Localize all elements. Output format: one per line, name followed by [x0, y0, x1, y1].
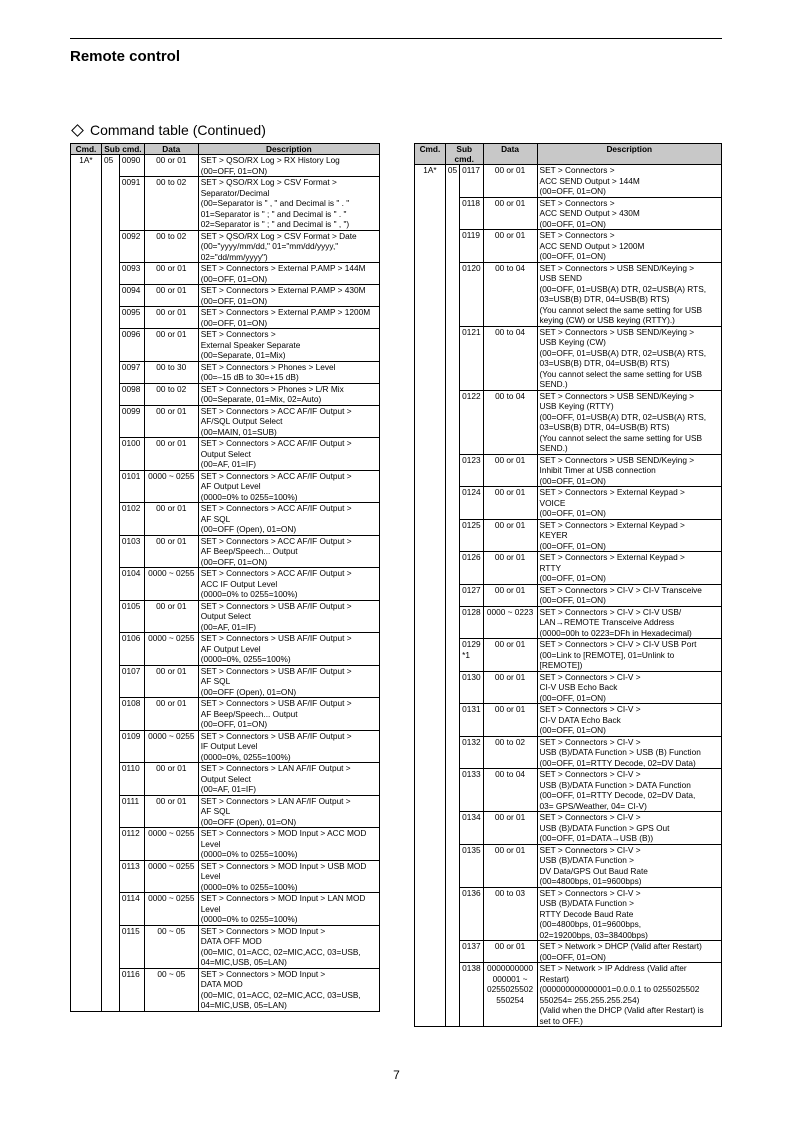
description-cell: SET > Connectors > ACC SEND Output > 144M (00=OFF, 01=ON) — [537, 165, 721, 198]
header-data: Data — [483, 144, 537, 165]
sub-cmd-cell: 05 — [101, 155, 119, 1012]
section-title — [70, 122, 266, 138]
description-cell: SET > Connectors > USB SEND/Keying > USB Keying (CW) (00=OFF, 01=USB(A) DTR, 02=USB(A) RTS, 03=USB(B) DTR, 04=USB(B) RTS) (You cannot select the same setting for USB SEND.) — [537, 326, 721, 390]
data-cell: 00 ~ 05 — [144, 968, 198, 1011]
subcode-cell: 0105 — [119, 600, 144, 633]
table-header-row — [71, 144, 380, 155]
data-cell: 0000 ~ 0223 — [483, 606, 537, 639]
description-cell: SET > Connectors > CI-V > USB (B)/DATA Function > DV Data/GPS Out Baud Rate (00=4800bps, 01=9600bps) — [537, 844, 721, 887]
table-header-row — [415, 144, 722, 165]
subcode-cell: 0090 — [119, 155, 144, 177]
data-cell: 0000 ~ 0255 — [144, 730, 198, 763]
subcode-cell: 0122 — [460, 390, 483, 454]
table-row — [415, 326, 722, 390]
data-cell: 00 to 03 — [483, 887, 537, 941]
subcode-cell: 0131 — [460, 704, 483, 737]
subcode-cell: 0098 — [119, 383, 144, 405]
description-cell: SET > Connectors > CI-V > USB (B)/DATA Function > DATA Function (00=OFF, 01=RTTY Decode, 02=DV Data, 03= GPS/Weather, 04= CI-V) — [537, 769, 721, 812]
description-cell: SET > Connectors > MOD Input > LAN MOD Level (0000=0% to 0255=100%) — [198, 893, 379, 926]
header-cmd: Cmd. — [71, 144, 102, 155]
subcode-cell: 0106 — [119, 633, 144, 666]
subcode-cell: 0111 — [119, 795, 144, 828]
data-cell: 00 or 01 — [483, 704, 537, 737]
table-row — [415, 606, 722, 639]
description-cell: SET > Connectors > USB AF/IF Output > IF Output Level (0000=0%, 0255=100%) — [198, 730, 379, 763]
description-cell: SET > Connectors > ACC SEND Output > 1200M (00=OFF, 01=ON) — [537, 230, 721, 263]
command-table-right — [414, 143, 722, 1027]
page-number: 7 — [393, 1068, 400, 1082]
subcode-cell: 0116 — [119, 968, 144, 1011]
subcode-cell: 0107 — [119, 665, 144, 698]
data-cell: 00 or 01 — [144, 535, 198, 568]
data-cell: 00 to 04 — [483, 769, 537, 812]
data-cell: 00 or 01 — [483, 519, 537, 552]
header-description: Description — [537, 144, 721, 165]
description-cell: SET > Connectors > External P.AMP > 430M (00=OFF, 01=ON) — [198, 285, 379, 307]
cmd-cell: 1A* — [415, 165, 446, 1027]
page-title: Remote control — [70, 48, 181, 65]
data-cell: 00 or 01 — [483, 230, 537, 263]
data-cell: 00 to 30 — [144, 361, 198, 383]
subcode-cell: 0100 — [119, 438, 144, 471]
subcode-cell: 0117 — [460, 165, 483, 198]
header-cmd: Cmd. — [415, 144, 446, 165]
data-cell: 0000 ~ 0255 — [144, 860, 198, 893]
description-cell: SET > Connectors > ACC AF/IF Output > AF Output Level (0000=0% to 0255=100%) — [198, 470, 379, 503]
table-row — [415, 390, 722, 454]
description-cell: SET > Connectors > USB SEND/Keying > Inhibit Timer at USB connection (00=OFF, 01=ON) — [537, 454, 721, 487]
data-cell: 00 or 01 — [144, 600, 198, 633]
table-row — [415, 812, 722, 845]
data-cell: 00 or 01 — [483, 812, 537, 845]
data-cell: 00 or 01 — [483, 454, 537, 487]
section-title-text: Command table (Continued) — [90, 122, 266, 138]
data-cell: 00 or 01 — [483, 487, 537, 520]
description-cell: SET > Connectors > CI-V > CI-V USB/ LAN→REMOTE Transceive Address (0000=00h to 0223=DFh in Hexadecimal) — [537, 606, 721, 639]
table-row — [415, 736, 722, 769]
data-cell: 00 or 01 — [144, 155, 198, 177]
subcode-cell: 0112 — [119, 828, 144, 861]
description-cell: SET > Connectors > External Keypad > RTTY (00=OFF, 01=ON) — [537, 552, 721, 585]
subcode-cell: 0095 — [119, 307, 144, 329]
sub-cmd-cell: 05 — [445, 165, 459, 1027]
data-cell: 00 or 01 — [483, 844, 537, 887]
data-cell: 0000000000 000001 ~ 0255025502 550254 — [483, 963, 537, 1027]
table-row — [415, 887, 722, 941]
data-cell: 00 or 01 — [144, 285, 198, 307]
data-cell: 00 or 01 — [144, 438, 198, 471]
description-cell: SET > Connectors > USB AF/IF Output > AF Output Level (0000=0%, 0255=100%) — [198, 633, 379, 666]
description-cell: SET > Connectors > USB AF/IF Output > AF Beep/Speech... Output (00=OFF, 01=ON) — [198, 698, 379, 731]
subcode-cell: 0133 — [460, 769, 483, 812]
header-data: Data — [144, 144, 198, 155]
data-cell: 00 ~ 05 — [144, 925, 198, 968]
subcode-cell: 0104 — [119, 568, 144, 601]
subcode-cell: 0124 — [460, 487, 483, 520]
description-cell: SET > Connectors > ACC AF/IF Output > AF Beep/Speech... Output (00=OFF, 01=ON) — [198, 535, 379, 568]
description-cell: SET > Network > IP Address (Valid after Restart) (000000000000001=0.0.0.1 to 0255025502 550254= 255.255.255.254) (Valid when the DHCP (Valid after Restart) is set to OFF.) — [537, 963, 721, 1027]
subcode-cell: 0113 — [119, 860, 144, 893]
data-cell: 00 or 01 — [144, 329, 198, 362]
data-cell: 00 or 01 — [144, 503, 198, 536]
subcode-cell: 0127 — [460, 584, 483, 606]
data-cell: 00 to 02 — [144, 230, 198, 263]
subcode-cell: 0103 — [119, 535, 144, 568]
description-cell: SET > Connectors > CI-V > CI-V USB Port (00=Link to [REMOTE], 01=Unlink to [REMOTE]) — [537, 639, 721, 672]
description-cell: SET > Network > DHCP (Valid after Restart) (00=OFF, 01=ON) — [537, 941, 721, 963]
description-cell: SET > Connectors > ACC AF/IF Output > AF/SQL Output Select (00=MAIN, 01=SUB) — [198, 405, 379, 438]
table-row — [415, 844, 722, 887]
subcode-cell: 0102 — [119, 503, 144, 536]
table-row — [415, 487, 722, 520]
subcode-cell: 0094 — [119, 285, 144, 307]
description-cell: SET > QSO/RX Log > CSV Format > Separator/Decimal (00=Separator is " , " and Decimal is " . " 01=Separator is " ; " and Decimal is " . " 02=Separator is " ; " and Decimal is " , ") — [198, 177, 379, 231]
description-cell: SET > Connectors > USB AF/IF Output > AF SQL (00=OFF (Open), 01=ON) — [198, 665, 379, 698]
data-cell: 00 or 01 — [483, 639, 537, 672]
description-cell: SET > Connectors > USB SEND/Keying > USB SEND (00=OFF, 01=USB(A) DTR, 02=USB(A) RTS, 03=USB(B) DTR, 04=USB(B) RTS) (You cannot select the same setting for USB keying (CW) or USB keying (RTTY).) — [537, 262, 721, 326]
description-cell: SET > Connectors > CI-V > USB (B)/DATA Function > USB (B) Function (00=OFF, 01=RTTY Decode, 02=DV Data) — [537, 736, 721, 769]
description-cell: SET > QSO/RX Log > CSV Format > Date (00="yyyy/mm/dd," 01="mm/dd/yyyy," 02="dd/mm/yyyy") — [198, 230, 379, 263]
description-cell: SET > Connectors > CI-V > USB (B)/DATA Function > GPS Out (00=OFF, 01=DATA→USB (B)) — [537, 812, 721, 845]
subcode-cell: 0134 — [460, 812, 483, 845]
subcode-cell: 0099 — [119, 405, 144, 438]
data-cell: 00 to 04 — [483, 326, 537, 390]
subcode-cell: 0126 — [460, 552, 483, 585]
description-cell: SET > Connectors > MOD Input > USB MOD Level (0000=0% to 0255=100%) — [198, 860, 379, 893]
table-row — [415, 671, 722, 704]
table-row — [415, 704, 722, 737]
description-cell: SET > Connectors > CI-V > CI-V DATA Echo Back (00=OFF, 01=ON) — [537, 704, 721, 737]
data-cell: 00 or 01 — [144, 698, 198, 731]
description-cell: SET > Connectors > Phones > L/R Mix (00=Separate, 01=Mix, 02=Auto) — [198, 383, 379, 405]
subcode-cell: 0135 — [460, 844, 483, 887]
data-cell: 00 or 01 — [483, 197, 537, 230]
description-cell: SET > Connectors > USB AF/IF Output > Output Select (00=AF, 01=IF) — [198, 600, 379, 633]
subcode-cell: 0125 — [460, 519, 483, 552]
table-row — [415, 552, 722, 585]
table-row — [415, 639, 722, 672]
subcode-cell: 0092 — [119, 230, 144, 263]
description-cell: SET > Connectors > ACC AF/IF Output > AF SQL (00=OFF (Open), 01=ON) — [198, 503, 379, 536]
data-cell: 0000 ~ 0255 — [144, 568, 198, 601]
table-row — [415, 262, 722, 326]
subcode-cell: 0129 *1 — [460, 639, 483, 672]
table-row — [415, 584, 722, 606]
data-cell: 0000 ~ 0255 — [144, 470, 198, 503]
subcode-cell: 0132 — [460, 736, 483, 769]
data-cell: 00 to 04 — [483, 390, 537, 454]
subcode-cell: 0128 — [460, 606, 483, 639]
description-cell: SET > Connectors > ACC AF/IF Output > ACC IF Output Level (0000=0% to 0255=100%) — [198, 568, 379, 601]
subcode-cell: 0096 — [119, 329, 144, 362]
data-cell: 00 to 02 — [483, 736, 537, 769]
data-cell: 00 to 02 — [144, 383, 198, 405]
subcode-cell: 0138 — [460, 963, 483, 1027]
subcode-cell: 0119 — [460, 230, 483, 263]
description-cell: SET > Connectors > Phones > Level (00=–15 dB to 30=+15 dB) — [198, 361, 379, 383]
description-cell: SET > Connectors > External Speaker Separate (00=Separate, 01=Mix) — [198, 329, 379, 362]
table-row — [71, 155, 380, 177]
description-cell: SET > Connectors > MOD Input > ACC MOD Level (0000=0% to 0255=100%) — [198, 828, 379, 861]
command-table-left — [70, 143, 380, 1012]
subcode-cell: 0101 — [119, 470, 144, 503]
subcode-cell: 0120 — [460, 262, 483, 326]
description-cell: SET > Connectors > LAN AF/IF Output > Output Select (00=AF, 01=IF) — [198, 763, 379, 796]
data-cell: 00 or 01 — [144, 763, 198, 796]
subcode-cell: 0118 — [460, 197, 483, 230]
description-cell: SET > Connectors > USB SEND/Keying > USB Keying (RTTY) (00=OFF, 01=USB(A) DTR, 02=USB(A) RTS, 03=USB(B) DTR, 04=USB(B) RTS) (You cannot select the same setting for USB SEND.) — [537, 390, 721, 454]
description-cell: SET > Connectors > CI-V > CI-V Transceive (00=OFF, 01=ON) — [537, 584, 721, 606]
description-cell: SET > Connectors > CI-V > USB (B)/DATA Function > RTTY Decode Baud Rate (00=4800bps, 01=9600bps, 02=19200bps, 03=38400bps) — [537, 887, 721, 941]
data-cell: 0000 ~ 0255 — [144, 633, 198, 666]
description-cell: SET > Connectors > External Keypad > VOICE (00=OFF, 01=ON) — [537, 487, 721, 520]
data-cell: 00 or 01 — [483, 584, 537, 606]
subcode-cell: 0123 — [460, 454, 483, 487]
description-cell: SET > Connectors > ACC SEND Output > 430M (00=OFF, 01=ON) — [537, 197, 721, 230]
data-cell: 0000 ~ 0255 — [144, 828, 198, 861]
table-row — [415, 963, 722, 1027]
table-row — [415, 165, 722, 198]
table-row — [415, 454, 722, 487]
description-cell: SET > Connectors > MOD Input > DATA MOD (00=MIC, 01=ACC, 02=MIC,ACC, 03=USB, 04=MIC,USB, 05=LAN) — [198, 968, 379, 1011]
subcode-cell: 0137 — [460, 941, 483, 963]
subcode-cell: 0097 — [119, 361, 144, 383]
table-row — [415, 941, 722, 963]
data-cell: 00 or 01 — [483, 941, 537, 963]
data-cell: 00 or 01 — [144, 263, 198, 285]
subcode-cell: 0091 — [119, 177, 144, 231]
subcode-cell: 0109 — [119, 730, 144, 763]
subcode-cell: 0108 — [119, 698, 144, 731]
description-cell: SET > QSO/RX Log > RX History Log (00=OFF, 01=ON) — [198, 155, 379, 177]
header-description: Description — [198, 144, 379, 155]
data-cell: 00 or 01 — [144, 795, 198, 828]
description-cell: SET > Connectors > MOD Input > DATA OFF MOD (00=MIC, 01=ACC, 02=MIC,ACC, 03=USB, 04=MIC,USB, 05=LAN) — [198, 925, 379, 968]
description-cell: SET > Connectors > External P.AMP > 144M (00=OFF, 01=ON) — [198, 263, 379, 285]
data-cell: 00 to 04 — [483, 262, 537, 326]
description-cell: SET > Connectors > CI-V > CI-V USB Echo Back (00=OFF, 01=ON) — [537, 671, 721, 704]
data-cell: 00 or 01 — [144, 405, 198, 438]
data-cell: 00 or 01 — [483, 552, 537, 585]
data-cell: 0000 ~ 0255 — [144, 893, 198, 926]
subcode-cell: 0093 — [119, 263, 144, 285]
description-cell: SET > Connectors > LAN AF/IF Output > AF SQL (00=OFF (Open), 01=ON) — [198, 795, 379, 828]
subcode-cell: 0121 — [460, 326, 483, 390]
data-cell: 00 or 01 — [144, 307, 198, 329]
diamond-icon — [71, 124, 84, 137]
table-row — [415, 769, 722, 812]
description-cell: SET > Connectors > External P.AMP > 1200M (00=OFF, 01=ON) — [198, 307, 379, 329]
table-row — [415, 519, 722, 552]
subcode-cell: 0136 — [460, 887, 483, 941]
table-row — [415, 197, 722, 230]
data-cell: 00 or 01 — [144, 665, 198, 698]
subcode-cell: 0110 — [119, 763, 144, 796]
header-rule — [70, 38, 722, 39]
subcode-cell: 0115 — [119, 925, 144, 968]
data-cell: 00 or 01 — [483, 165, 537, 198]
subcode-cell: 0114 — [119, 893, 144, 926]
header-sub-cmd: Sub cmd. — [445, 144, 483, 165]
description-cell: SET > Connectors > External Keypad > KEYER (00=OFF, 01=ON) — [537, 519, 721, 552]
cmd-cell: 1A* — [71, 155, 102, 1012]
table-row — [415, 230, 722, 263]
description-cell: SET > Connectors > ACC AF/IF Output > Output Select (00=AF, 01=IF) — [198, 438, 379, 471]
subcode-cell: 0130 — [460, 671, 483, 704]
header-sub-cmd: Sub cmd. — [101, 144, 144, 155]
data-cell: 00 or 01 — [483, 671, 537, 704]
data-cell: 00 to 02 — [144, 177, 198, 231]
